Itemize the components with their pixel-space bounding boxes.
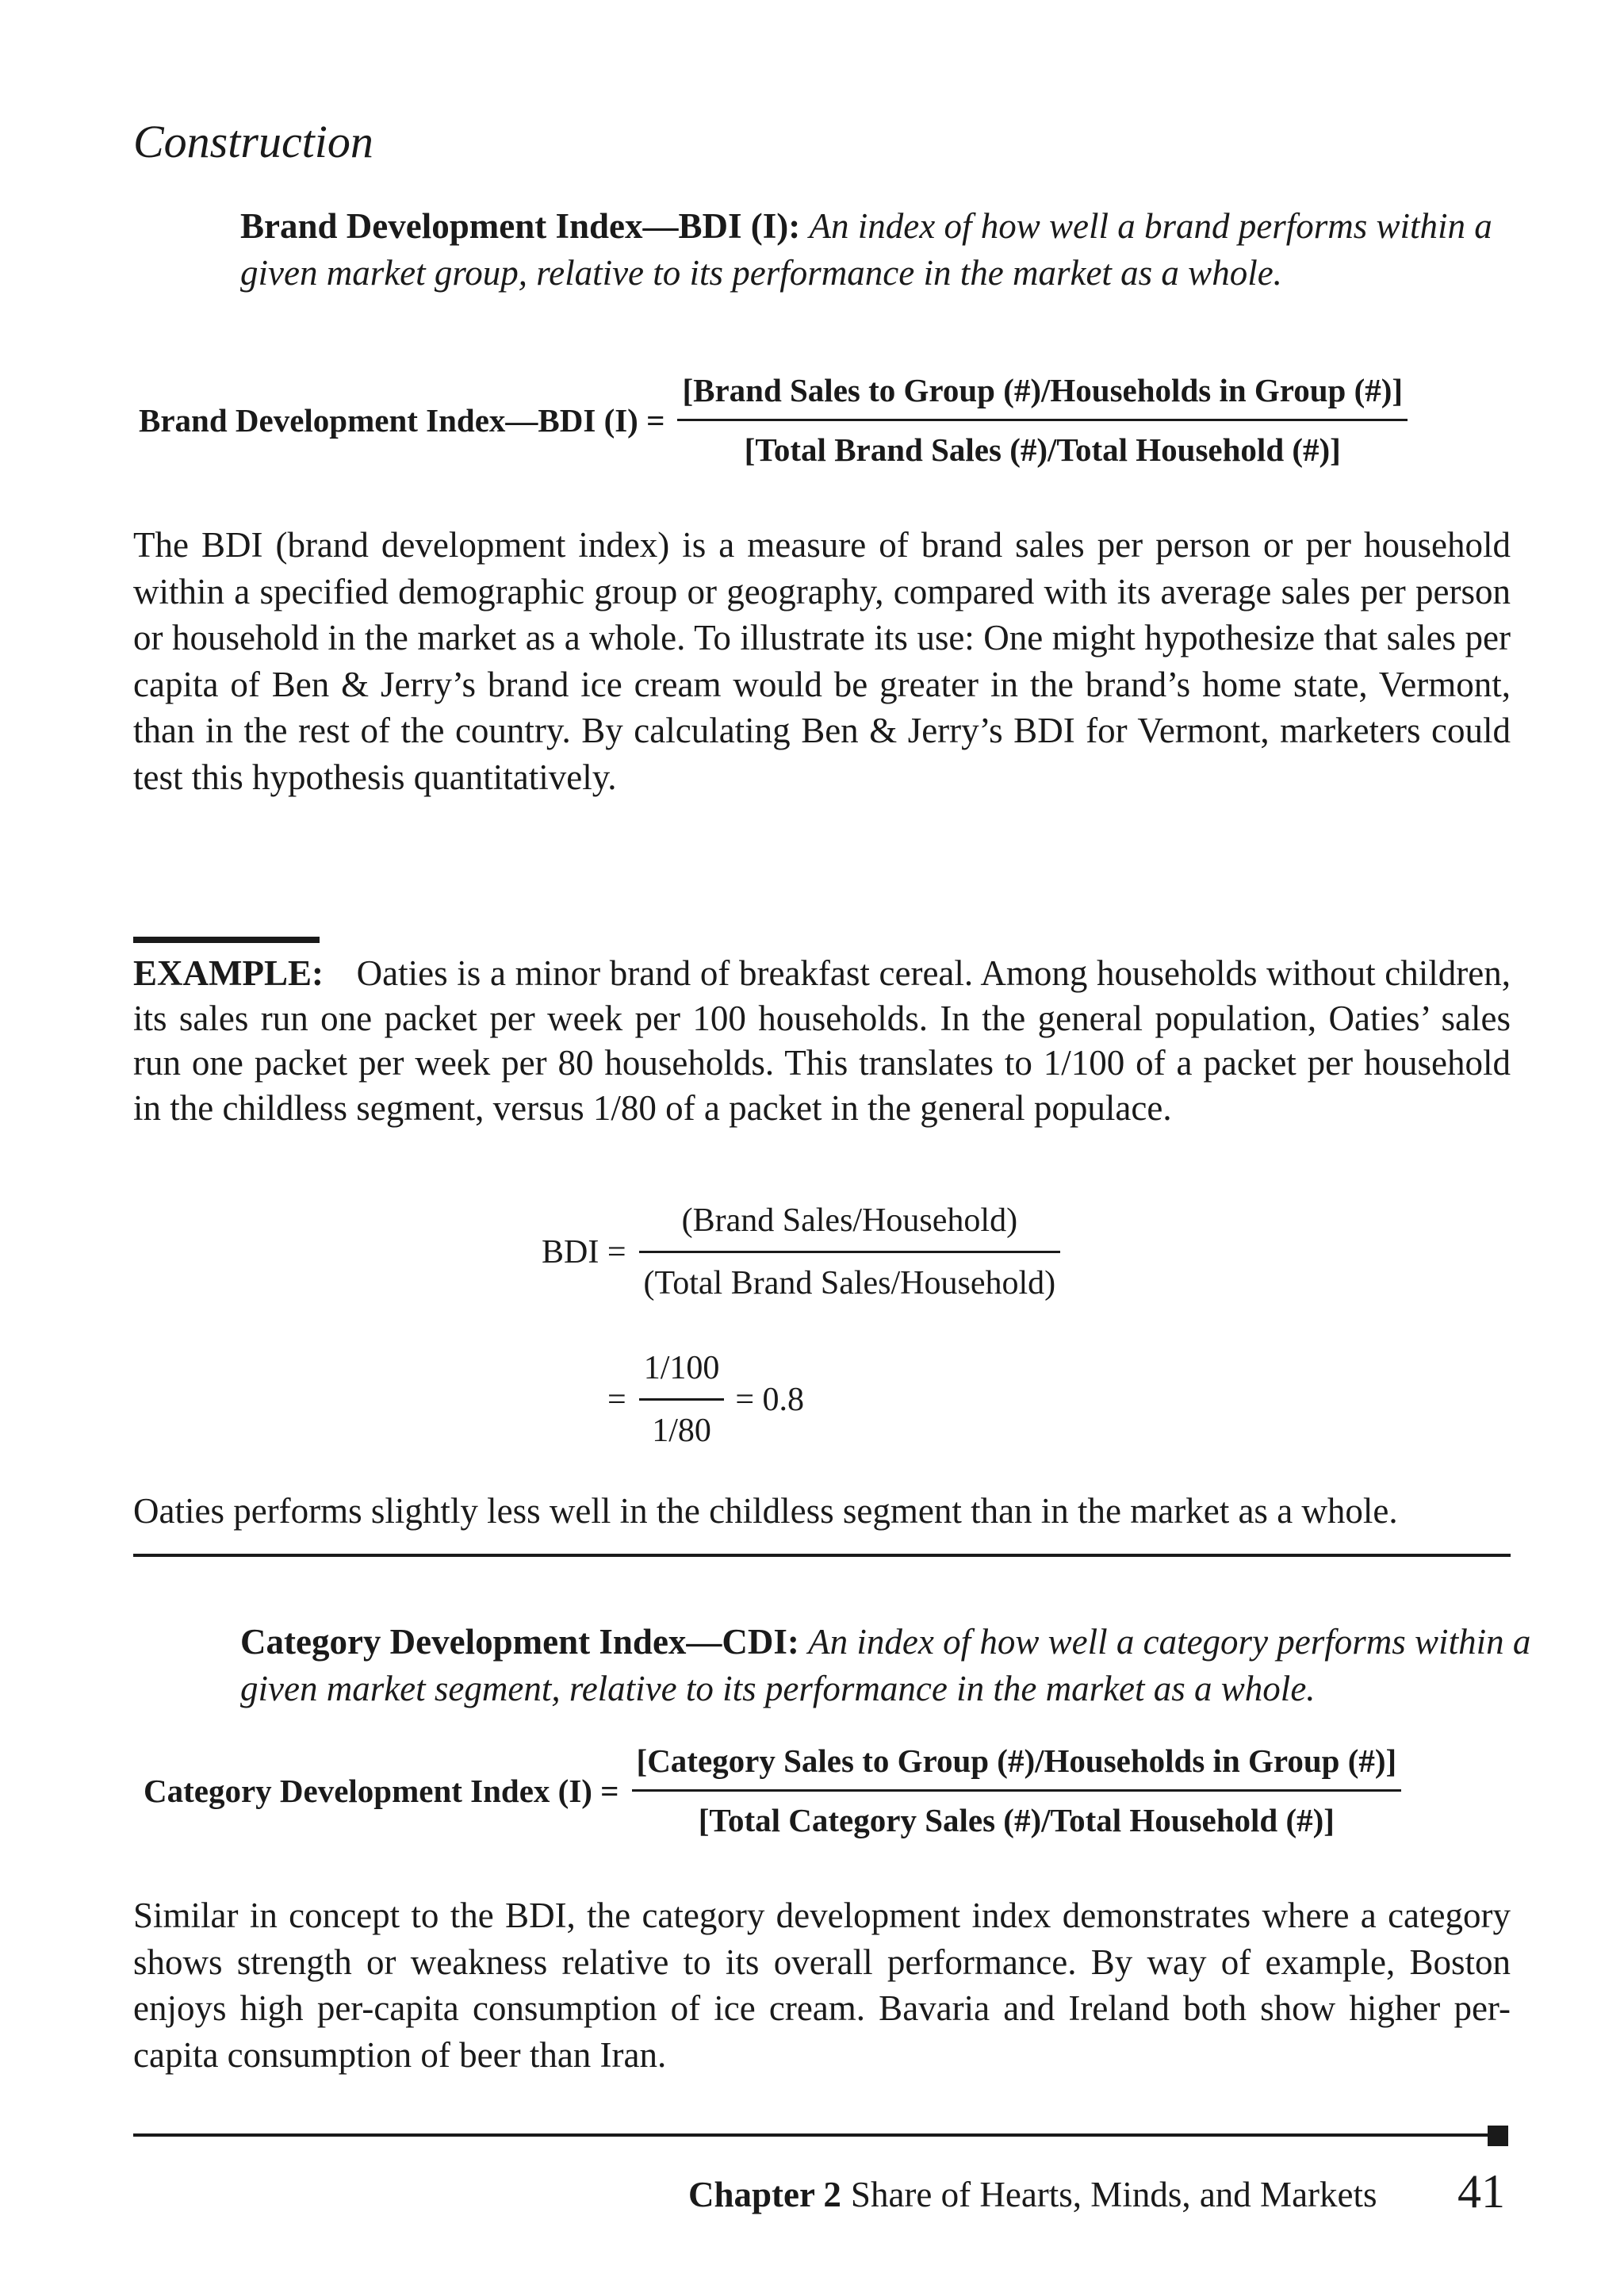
page-number: 41: [1457, 2165, 1505, 2218]
example-conclusion: Oaties performs slightly less well in the childless segment than in the market as a whole.: [133, 1491, 1398, 1531]
example-text: Oaties is a minor brand of breakfast cereal. Among households without children, its sales run one packet per week per 100 households. In the general population, Oaties’ sales run one packet per week per 80 households. This translates to 1/100 of a packet per household in the childless segment, versus 1/80 of a packet in the general populace.: [133, 953, 1511, 1128]
bdi-formula-fraction: [677, 371, 1408, 469]
bdi-definition: [240, 203, 1525, 297]
cdi-formula-numerator: [Category Sales to Group (#)/Households in Group (#)]: [636, 1742, 1397, 1779]
bdi-paragraph: The BDI (brand development index) is a measure of brand sales per person or per household within a specified demographic group or geography, compared with its average sales per person or household in the market as a whole. To illustrate its use: One might hypothesize that sales per capita of Ben & Jerry’s brand ice cream would be greater in the brand’s home state, Vermont, than in the rest of the country. By calculating Ben & Jerry’s BDI for Vermont, marketers could test this hypothesis quantitatively.: [133, 525, 1511, 797]
cdi-definition-term: Category Development Index—CDI:: [240, 1622, 799, 1662]
equation-2-numerator: 1/100: [643, 1350, 720, 1386]
bdi-formula-denominator: [Total Brand Sales (#)/Total Household (#)]: [744, 431, 1341, 468]
equation-1-lhs: BDI =: [542, 1233, 626, 1271]
example-equation-2: [607, 1349, 804, 1450]
equation-2-fraction: [639, 1349, 725, 1450]
bdi-formula-label: Brand Development Index—BDI (I) =: [139, 401, 665, 439]
footer-chapter-title: Share of Hearts, Minds, and Markets: [850, 2175, 1377, 2214]
equation-2-lhs: =: [607, 1381, 626, 1418]
cdi-definition: [240, 1619, 1541, 1712]
section-heading: Construction: [133, 116, 373, 167]
cdi-definition-description: An index of how well a category performs within a given market segment, relative to its performance in the market as a whole.: [240, 1622, 1531, 1708]
example-rule: [133, 937, 320, 943]
cdi-formula: [144, 1742, 1401, 1839]
footer-chapter: Chapter 2: [688, 2175, 841, 2214]
bdi-definition-term: Brand Development Index—BDI (I):: [240, 206, 801, 246]
bdi-formula-numerator: [Brand Sales to Group (#)/Households in Group (#)]: [682, 372, 1404, 408]
equation-1-fraction: [639, 1202, 1061, 1302]
footer-rule: [133, 2133, 1499, 2137]
equation-2-rhs: = 0.8: [735, 1381, 805, 1418]
equation-1-denominator: (Total Brand Sales/Household): [643, 1265, 1056, 1302]
equation-1-numerator: (Brand Sales/Household): [681, 1202, 1018, 1239]
bdi-formula: [139, 371, 1408, 469]
example-block: [133, 951, 1511, 1130]
cdi-formula-denominator: [Total Category Sales (#)/Total Household (#)]: [698, 1802, 1335, 1838]
running-footer: [688, 2177, 1377, 2213]
example-end-rule: [133, 1554, 1511, 1557]
equation-2-denominator: 1/80: [652, 1413, 711, 1449]
footer-square-marker: [1488, 2126, 1508, 2146]
example-label: EXAMPLE:: [133, 953, 324, 993]
cdi-formula-label: Category Development Index (I) =: [144, 1772, 619, 1809]
cdi-formula-fraction: [632, 1742, 1402, 1839]
bdi-definition-description: An index of how well a brand performs within a given market group, relative to its performance in the market as a whole.: [240, 206, 1492, 293]
example-equation-1: [542, 1202, 1060, 1302]
cdi-paragraph: Similar in concept to the BDI, the category development index demonstrates where a category shows strength or weakness relative to its overall performance. By way of example, Boston enjoys high per-capita consumption of ice cream. Bavaria and Ireland both show higher per-capita consumption of beer than Iran.: [133, 1896, 1511, 2075]
